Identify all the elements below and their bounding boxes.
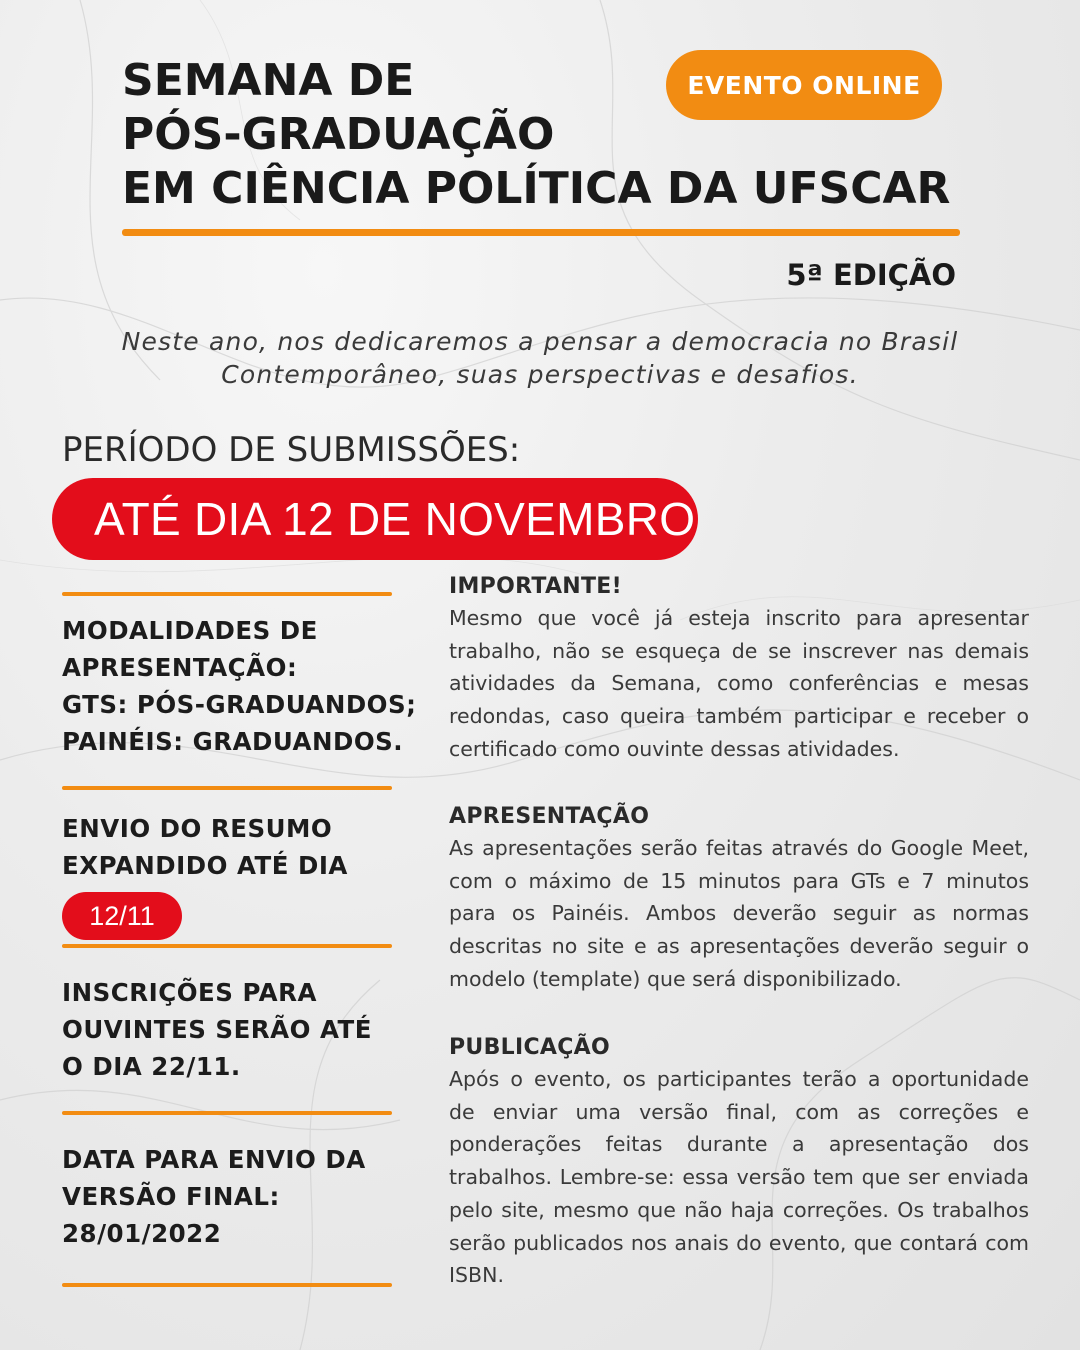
submission-deadline-pill: ATÉ DIA 12 DE NOVEMBRO [52, 478, 698, 560]
versao-final-line: 28/01/2022 [62, 1219, 222, 1248]
title-line-2: PÓS-GRADUAÇÃO [122, 109, 555, 160]
title-divider [122, 229, 960, 236]
divider [62, 1111, 392, 1115]
versao-final-line: DATA PARA ENVIO DA [62, 1145, 366, 1174]
modalidades-block [62, 612, 416, 760]
publicacao-text: Após o evento, os participantes terão a oportunidade de enviar uma versão final, com as correções e ponderações feitas durante a apresentação dos trabalhos. Lembre-se: essa versão tem que ser enviada pelo site, mesmo que não haja correções. Os trabalhos serão publicados nos anais do evento, que contará com ISBN. [449, 1067, 1029, 1288]
inscricoes-line: OUVINTES SERÃO ATÉ [62, 1015, 372, 1044]
publicacao-section [449, 1033, 1029, 1292]
intro-line-1: Neste ano, nos dedicaremos a pensar a democracia no Brasil [121, 327, 959, 356]
inscricoes-line: O DIA 22/11. [62, 1052, 241, 1081]
publicacao-heading: PUBLICAÇÃO [449, 1035, 611, 1060]
divider [62, 944, 392, 948]
intro-line-2: Contemporâneo, suas perspectivas e desafios. [221, 360, 859, 389]
divider [62, 786, 392, 790]
online-event-badge: EVENTO ONLINE [666, 50, 942, 120]
importante-text: Mesmo que você já esteja inscrito para apresentar trabalho, não se esqueça de se inscrever nas demais atividades da Semana, como conferências e mesas redondas, caso queira também participar e receber o certificado como ouvinte dessas atividades. [449, 606, 1029, 761]
intro-text [60, 325, 1020, 391]
divider [62, 592, 392, 596]
apresentacao-heading: APRESENTAÇÃO [449, 804, 650, 829]
edition-label: 5ª EDIÇÃO [786, 258, 956, 292]
submission-period-label: PERÍODO DE SUBMISSÕES: [62, 430, 521, 470]
importante-section [449, 572, 1029, 766]
apresentacao-text: As apresentações serão feitas através do Google Meet, com o máximo de 15 minutos para GTs e 7 minutos para os Painéis. Ambos deverão seguir as normas descritas no site e as apresentações deverão seguir o modelo (template) que será disponibilizado. [449, 836, 1029, 991]
envio-line: EXPANDIDO ATÉ DIA [62, 851, 348, 880]
envio-block [62, 810, 348, 884]
inscricoes-block [62, 974, 372, 1085]
modalidades-line: MODALIDADES DE [62, 616, 318, 645]
envio-line: ENVIO DO RESUMO [62, 814, 333, 843]
modalidades-line: APRESENTAÇÃO: [62, 653, 298, 682]
importante-heading: IMPORTANTE! [449, 574, 622, 599]
inscricoes-line: INSCRIÇÕES PARA [62, 978, 317, 1007]
envio-date-pill: 12/11 [62, 892, 182, 940]
divider [62, 1283, 392, 1287]
modalidades-line: GTS: PÓS-GRADUANDOS; [62, 690, 417, 719]
versao-final-block [62, 1141, 366, 1252]
title-line-1: SEMANA DE [122, 55, 415, 106]
versao-final-line: VERSÃO FINAL: [62, 1182, 280, 1211]
modalidades-line: PAINÉIS: GRADUANDOS. [62, 727, 404, 756]
apresentacao-section [449, 802, 1029, 996]
title-line-3: EM CIÊNCIA POLÍTICA DA UFSCAR [122, 163, 951, 214]
